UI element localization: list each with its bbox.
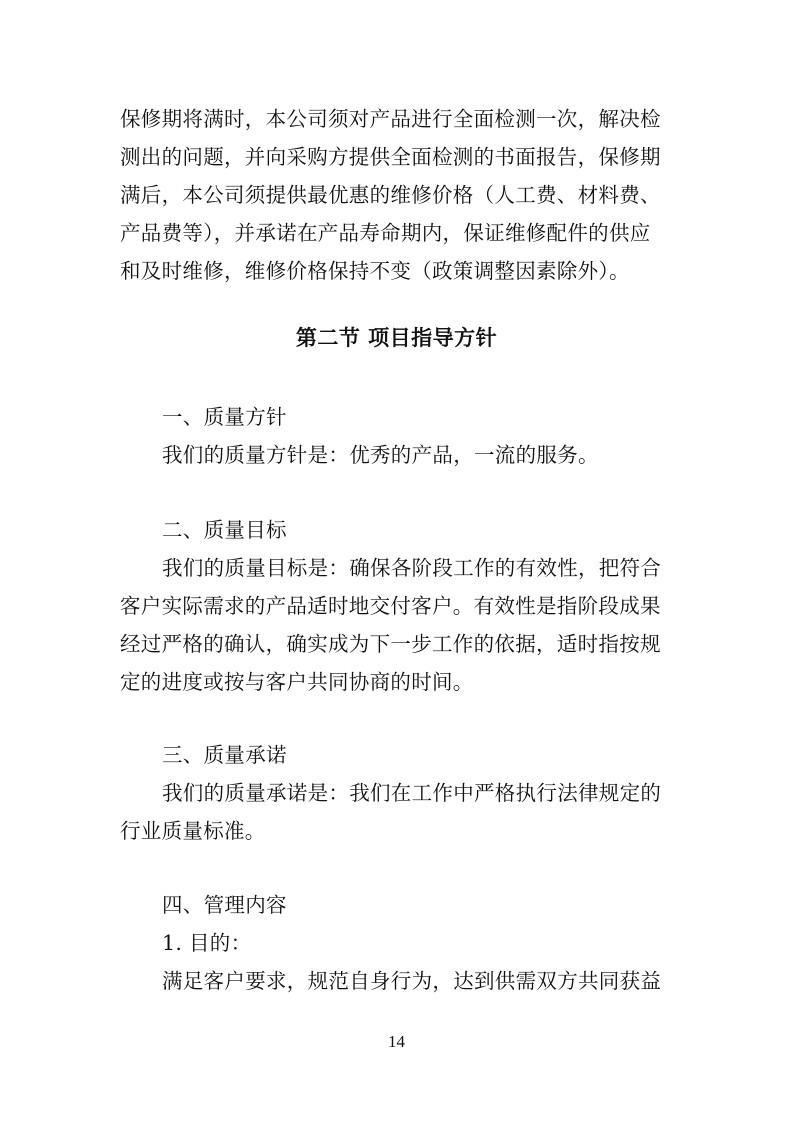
quality-commitment-text	[120, 774, 673, 850]
quality-objective-title: 二、质量目标	[162, 518, 287, 542]
management-line-1: 满足客户要求，规范自身行为，达到供需双方共同获益	[162, 969, 662, 993]
quality-policy-text	[162, 436, 673, 474]
quality-commitment-line-1: 我们的质量承诺是：我们在工作中严格执行法律规定的	[162, 781, 662, 805]
quality-objective-line-1: 我们的质量目标是：确保各阶段工作的有效性，把符合	[162, 556, 662, 580]
quality-policy-title: 一、质量方针	[162, 405, 287, 429]
intro-line-1: 保修期将满时，本公司须对产品进行全面检测一次，解决检	[120, 107, 661, 131]
quality-objective-line-2: 客户实际需求的产品适时地交付客户。有效性是指阶段成果	[120, 594, 661, 618]
intro-line-2: 测出的问题，并向采购方提供全面检测的书面报告，保修期	[120, 145, 661, 169]
intro-line-4: 产品费等），并承诺在产品寿命期内，保证维修配件的供应	[120, 221, 651, 245]
management-text	[162, 962, 673, 1000]
intro-paragraph	[120, 100, 673, 290]
section-heading: 第二节 项目指导方针	[295, 326, 498, 350]
quality-objective-text	[120, 549, 673, 701]
quality-objective-line-3: 经过严格的确认，确实成为下一步工作的依据，适时指按规	[120, 632, 661, 656]
quality-commitment-title: 三、质量承诺	[162, 743, 287, 767]
quality-objective-line-4: 定的进度或按与客户共同协商的时间。	[120, 670, 474, 694]
quality-commitment-line-2: 行业质量标准。	[120, 819, 266, 843]
management-title: 四、管理内容	[162, 893, 287, 917]
management-item-title: 1. 目的：	[162, 931, 252, 955]
intro-line-5: 和及时维修，维修价格保持不变（政策调整因素除外）。	[120, 259, 630, 283]
quality-policy-line-1: 我们的质量方针是：优秀的产品，一流的服务。	[162, 443, 599, 467]
page-number: 14	[388, 1032, 405, 1051]
intro-line-3: 满后，本公司须提供最优惠的维修价格（人工费、材料费、	[120, 183, 661, 207]
